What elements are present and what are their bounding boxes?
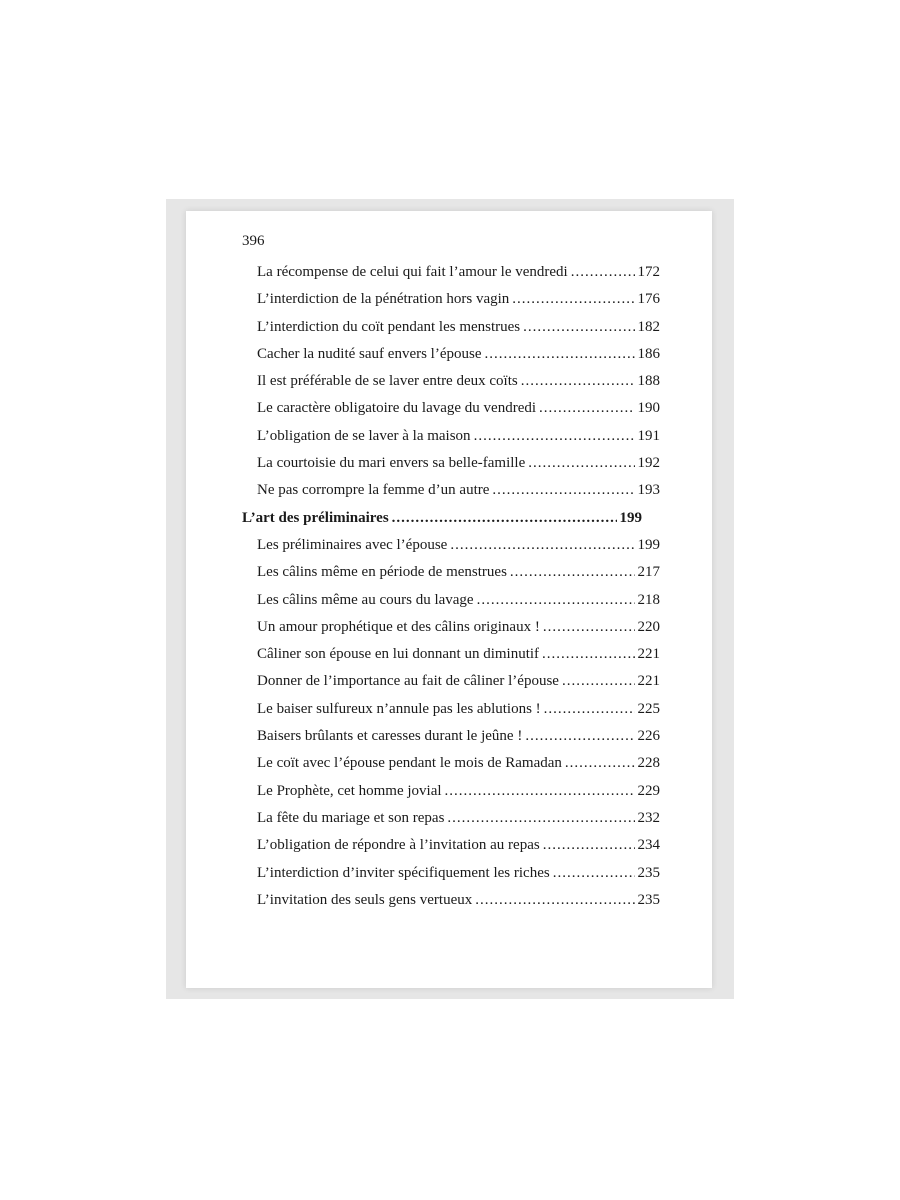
toc-entry-title: Le baiser sulfureux n’annule pas les ablutions ! [257, 700, 541, 717]
toc-entry-page: 217 [637, 564, 660, 581]
toc-leader-dots [474, 428, 635, 445]
toc-entry [242, 865, 660, 892]
toc-leader-dots [510, 564, 635, 581]
toc-entry [242, 646, 660, 673]
toc-entry [242, 373, 660, 400]
toc-entry-page: 172 [637, 264, 660, 280]
toc-entry-title: Le Prophète, cet homme jovial [257, 782, 442, 799]
toc-entry-page: 218 [637, 591, 660, 608]
toc-entry-title: Les préliminaires avec l’épouse [257, 536, 448, 553]
toc-entry [242, 428, 660, 455]
toc-entry-title: Les câlins même au cours du lavage [257, 591, 474, 608]
toc-entry-page: 193 [637, 482, 660, 499]
toc-leader-dots [528, 455, 634, 472]
toc-entry-title: L’interdiction de la pénétration hors vagin [257, 291, 510, 308]
toc-leader-dots [553, 865, 635, 882]
toc-entry [242, 346, 660, 373]
toc-entry [242, 537, 660, 564]
toc-entry [242, 673, 660, 700]
toc-entry-page: 234 [637, 837, 660, 854]
toc-entry [242, 564, 660, 591]
toc-leader-dots [445, 783, 635, 800]
toc-entry-title: Donner de l’importance au fait de câliner l’épouse [257, 673, 559, 690]
toc-leader-dots [485, 346, 635, 363]
book-page [186, 211, 712, 988]
toc-leader-dots [392, 510, 617, 527]
toc-entry-page: 220 [637, 618, 660, 635]
toc-entry-page: 221 [637, 646, 660, 663]
toc-entry [242, 264, 660, 291]
toc-entry-page: 192 [637, 455, 660, 472]
toc-entry-title: Câliner son épouse en lui donnant un diminutif [257, 646, 540, 663]
toc-entry-page: 190 [637, 400, 660, 417]
toc-entry-title: Cacher la nudité sauf envers l’épouse [257, 345, 482, 362]
toc-entry [242, 701, 660, 728]
toc-leader-dots [543, 837, 635, 854]
toc-entry-title: Il est préférable de se laver entre deux coïts [257, 373, 518, 390]
toc-entry-page: 232 [637, 809, 660, 826]
toc-entry-page: 199 [619, 509, 642, 526]
toc-entry-page: 188 [637, 373, 660, 390]
page-number: 396 [242, 233, 265, 249]
toc-leader-dots [492, 482, 634, 499]
toc-entry [242, 755, 660, 782]
toc-entry [242, 291, 660, 318]
toc-entry [242, 619, 660, 646]
toc-entry [242, 728, 660, 755]
toc-entry-page: 221 [637, 673, 660, 690]
toc-entry-title: Le caractère obligatoire du lavage du vendredi [257, 400, 537, 417]
toc-entry-page: 176 [637, 291, 660, 308]
toc-leader-dots [523, 319, 634, 336]
toc-entry-page: 235 [637, 864, 660, 881]
toc-leader-dots [525, 728, 634, 745]
toc-entry-title: La récompense de celui qui fait l’amour le vendredi [257, 264, 568, 280]
toc-entry [242, 592, 660, 619]
toc-leader-dots [562, 673, 635, 690]
toc-entry-page: 182 [637, 318, 660, 335]
toc-entry [242, 892, 660, 919]
toc-entry-title: La fête du mariage et son repas [257, 809, 445, 826]
toc-entry-title: Ne pas corrompre la femme d’un autre [257, 482, 490, 499]
toc-entry-title: L’invitation des seuls gens vertueux [257, 891, 473, 908]
toc-entry-page: 225 [637, 700, 660, 717]
toc-entry-page: 186 [637, 345, 660, 362]
toc-entry [242, 455, 660, 482]
toc-leader-dots [543, 619, 635, 636]
toc-entry-page: 229 [637, 782, 660, 799]
toc-entry [242, 319, 660, 346]
toc-entry-title: Un amour prophétique et des câlins originaux ! [257, 618, 540, 635]
toc-leader-dots [544, 701, 635, 718]
toc-entry-title: L’interdiction d’inviter spécifiquement les riches [257, 864, 550, 881]
toc-leader-dots [477, 592, 635, 609]
toc-leader-dots [539, 400, 634, 417]
toc-entry-title: L’obligation de se laver à la maison [257, 427, 471, 444]
toc-entry-title: La courtoisie du mari envers sa belle-famille [257, 455, 526, 472]
toc-entry-page: 228 [637, 755, 660, 772]
toc-entry-page: 199 [637, 536, 660, 553]
toc-leader-dots [512, 291, 634, 308]
toc-leader-dots [475, 892, 634, 909]
toc-entry-title: Baisers brûlants et caresses durant le jeûne ! [257, 728, 523, 745]
toc-leader-dots [542, 646, 634, 663]
toc-leader-dots [521, 373, 635, 390]
toc-entry-page: 235 [637, 891, 660, 908]
toc-entry [242, 482, 660, 509]
toc-entry-title: L’obligation de répondre à l’invitation au repas [257, 837, 540, 854]
toc-leader-dots [450, 537, 634, 554]
toc-entry-page: 226 [637, 728, 660, 745]
table-of-contents [242, 264, 660, 919]
toc-leader-dots [565, 755, 635, 772]
toc-entry-title: Le coït avec l’épouse pendant le mois de Ramadan [257, 755, 562, 772]
toc-entry [242, 837, 660, 864]
toc-section-heading [242, 510, 642, 537]
toc-entry [242, 783, 660, 810]
toc-leader-dots [571, 264, 635, 281]
toc-entry [242, 400, 660, 427]
toc-entry [242, 810, 660, 837]
toc-entry-title: L’interdiction du coït pendant les menstrues [257, 318, 521, 335]
toc-leader-dots [447, 810, 634, 827]
toc-entry-page: 191 [637, 427, 660, 444]
toc-entry-title: Les câlins même en période de menstrues [257, 564, 507, 581]
toc-entry-title: L’art des préliminaires [242, 509, 389, 526]
